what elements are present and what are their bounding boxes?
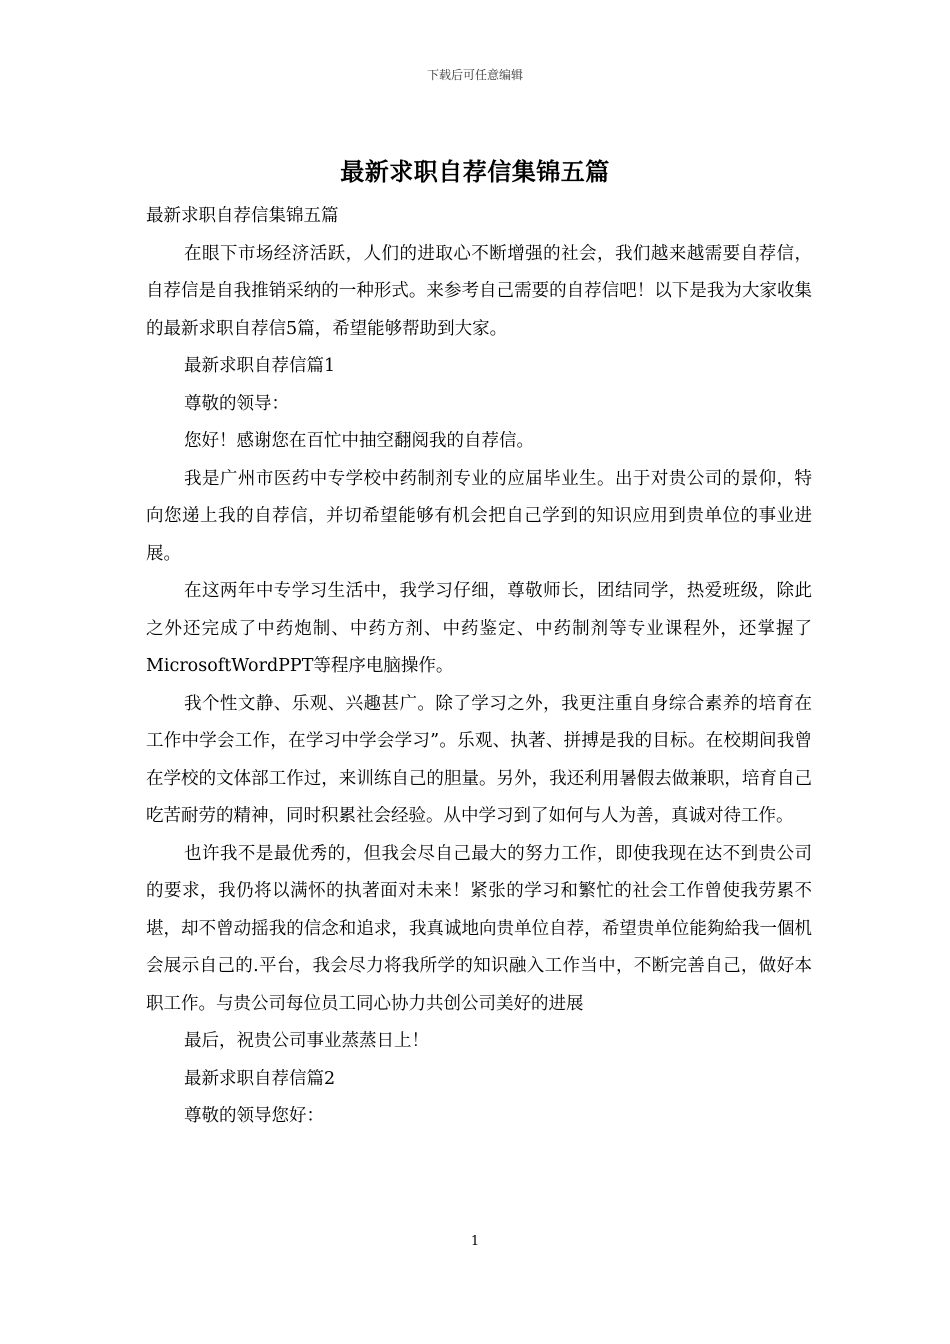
paragraph: 在眼下市场经济活跃，人们的进取心不断增强的社会，我们越来越需要自荐信，自荐信是自我推销采纳的一种形式。来参考自己需要的自荐信吧！以下是我为大家收集的最新求职自荐信5篇，希望能够帮助到大家。	[146, 243, 812, 339]
header-note: 下载后可任意编辑	[426, 68, 523, 82]
paragraph: 最新求职自荐信篇1	[184, 356, 336, 376]
paragraph: 我是广州市医药中专学校中药制剂专业的应届毕业生。出于对贵公司的景仰，特向您递上我的自荐信，并切希望能够有机会把自己学到的知识应用到贵单位的事业进展。	[146, 468, 812, 564]
paragraph: 在这两年中专学习生活中，我学习仔细，尊敬师长，团结同学，热爱班级，除此之外还完成了中药炮制、中药方剂、中药鉴定、中药制剂等专业课程外，还掌握了MicrosoftWordPPT等程序电脑操作。	[146, 581, 812, 676]
page-number: 1	[470, 1234, 480, 1249]
paragraph: 也许我不是最优秀的，但我会尽自己最大的努力工作，即使我现在达不到贵公司的要求，我仍将以满怀的执著面对未来！紧张的学习和繁忙的社会工作曾使我劳累不堪，却不曾动摇我的信念和追求，我真诚地向贵单位自荐，希望贵单位能夠給我一個机会展示自己的.平台，我会尽力将我所学的知识融入工作当中，不断完善自己，做好本职工作。与贵公司每位员工同心协力共创公司美好的进展	[146, 843, 812, 1014]
document-title: 最新求职自荐信集锦五篇	[340, 157, 610, 186]
paragraph: 尊敬的领导您好：	[184, 1106, 324, 1126]
paragraph: 最新求职自荐信集锦五篇	[146, 206, 339, 226]
paragraph: 我个性文静、乐观、兴趣甚广。除了学习之外，我更注重自身综合素养的培育在工作中学会工作，在学习中学会学习”。乐观、执著、拼搏是我的目标。在校期间我曾在学校的文体部工作过，来训练自己的胆量。另外，我还利用暑假去做兼职，培育自己吃苦耐劳的精神，同时积累社会经验。从中学习到了如何与人为善，真诚对待工作。	[146, 693, 812, 826]
paragraph: 最新求职自荐信篇2	[184, 1068, 336, 1089]
paragraph: 最后，祝贵公司事业蒸蒸日上！	[184, 1031, 429, 1051]
paragraph: 您好！感谢您在百忙中抽空翻阅我的自荐信。	[184, 431, 534, 451]
paragraph: 尊敬的领导：	[184, 393, 289, 414]
document-body	[146, 198, 812, 1136]
